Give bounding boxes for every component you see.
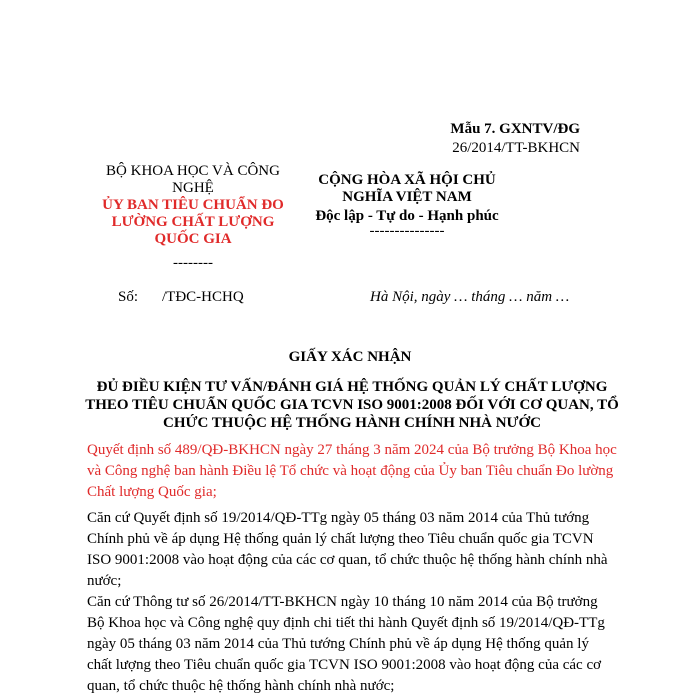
document-subtitle: ĐỦ ĐIỀU KIỆN TƯ VẤN/ĐÁNH GIÁ HỆ THỐNG QUẢN LÝ CHẤT LƯỢNG THEO TIÊU CHUẨN QUỐC GIA TCVN ISO 9001:2008 ĐỐI VỚI CƠ QUAN, TỔ CHỨC THUỘC HỆ THỐNG HÀNH CHÍNH NHÀ NƯỚC xyxy=(85,379,619,431)
republic-block xyxy=(296,172,518,240)
issuer-separator: -------- xyxy=(173,255,213,271)
republic-name: CỘNG HÒA XÃ HỘI CHỦ NGHĨA VIỆT NAM xyxy=(318,172,496,205)
issuer-block xyxy=(92,163,294,272)
place-date: Hà Nội, ngày … tháng … năm … xyxy=(370,289,570,305)
republic-separator: --------------- xyxy=(369,223,445,239)
form-code xyxy=(400,120,580,158)
paragraph-decision-19: Căn cứ Quyết định số 19/2014/QĐ-TTg ngày 05 tháng 03 năm 2014 của Thủ tướng Chính phủ về áp dụng Hệ thống quản lý chất lượng theo Tiêu chuẩn quốc gia TCVN ISO 9001:2008 vào hoạt động của các cơ quan, tổ chức thuộc hệ thống hành chính nhà nước; xyxy=(87,510,608,589)
paragraph-decision-489: Quyết định số 489/QĐ-BKHCN ngày 27 tháng 3 năm 2024 của Bộ trưởng Bộ Khoa học và Công nghệ ban hành Điều lệ Tổ chức và hoạt động của Ủy ban Tiêu chuẩn Đo lường Chất lượng Quốc gia; xyxy=(87,442,617,500)
committee-name: ỦY BAN TIÊU CHUẨN ĐO LƯỜNG CHẤT LƯỢNG QUỐC GIA xyxy=(102,197,284,247)
doc-number-value: /TĐC-HCHQ xyxy=(162,289,244,305)
ministry-name: BỘ KHOA HỌC VÀ CÔNG NGHỆ xyxy=(106,163,280,196)
republic-motto: Độc lập - Tự do - Hạnh phúc xyxy=(315,208,499,224)
form-code-line2: 26/2014/TT-BKHCN xyxy=(452,140,580,156)
document-title: GIẤY XÁC NHẬN xyxy=(288,349,412,365)
form-code-line1: Mẫu 7. GXNTV/ĐG xyxy=(450,121,580,137)
paragraph-circular-26: Căn cứ Thông tư số 26/2014/TT-BKHCN ngày 10 tháng 10 năm 2014 của Bộ trưởng Bộ Khoa học và Công nghệ quy định chi tiết thi hành Quyết định số 19/2014/QĐ-TTg ngày 05 tháng 03 năm 2014 của Thủ tướng Chính phủ về áp dụng Hệ thống quản lý chất lượng theo Tiêu chuẩn quốc gia TCVN ISO 9001:2008 vào hoạt động của các cơ quan, tổ chức thuộc hệ thống hành chính nhà nước; xyxy=(87,594,605,694)
doc-number-label: Số: xyxy=(118,289,139,305)
